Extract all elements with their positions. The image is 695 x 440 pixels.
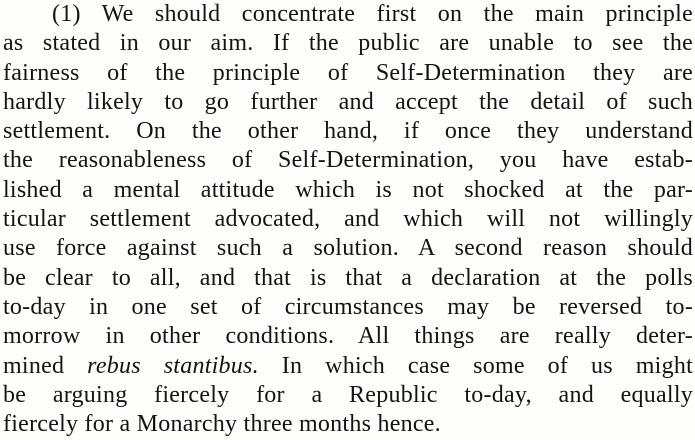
text-line-with-italic	[3, 352, 693, 381]
text-run: mined	[3, 352, 88, 379]
text-line: hardly likely to go further and accept the detail of such	[3, 88, 693, 115]
text-line: lished a mental attitude which is not shocked at the par-	[3, 176, 693, 203]
text-run: In which case some of us might	[258, 352, 694, 379]
text-line: as stated in our aim. If the public are unable to see the	[3, 30, 693, 57]
body-paragraph	[3, 0, 693, 439]
text-line: to-day in one set of circumstances may be reversed to-	[3, 293, 693, 320]
text-line: fiercely for a Monarchy three months hence.	[3, 411, 441, 438]
text-line: be clear to all, and that is that a declaration at the polls	[3, 264, 693, 291]
italic-phrase: rebus stantibus.	[87, 352, 259, 379]
text-line: morrow in other conditions. All things are really deter-	[3, 323, 693, 350]
text-line: be arguing fiercely for a Republic to-day, and equally	[3, 381, 693, 408]
text-line: ticular settlement advocated, and which will not willingly	[3, 206, 693, 233]
text-line: use force against such a solution. A second reason should	[3, 235, 693, 262]
text-line: the reasonableness of Self-Determination, you have estab-	[3, 147, 693, 174]
text-line: fairness of the principle of Self-Determination they are	[3, 59, 693, 86]
text-line: settlement. On the other hand, if once they understand	[3, 118, 693, 145]
text-line: (1) We should concentrate first on the main principle	[52, 1, 693, 27]
